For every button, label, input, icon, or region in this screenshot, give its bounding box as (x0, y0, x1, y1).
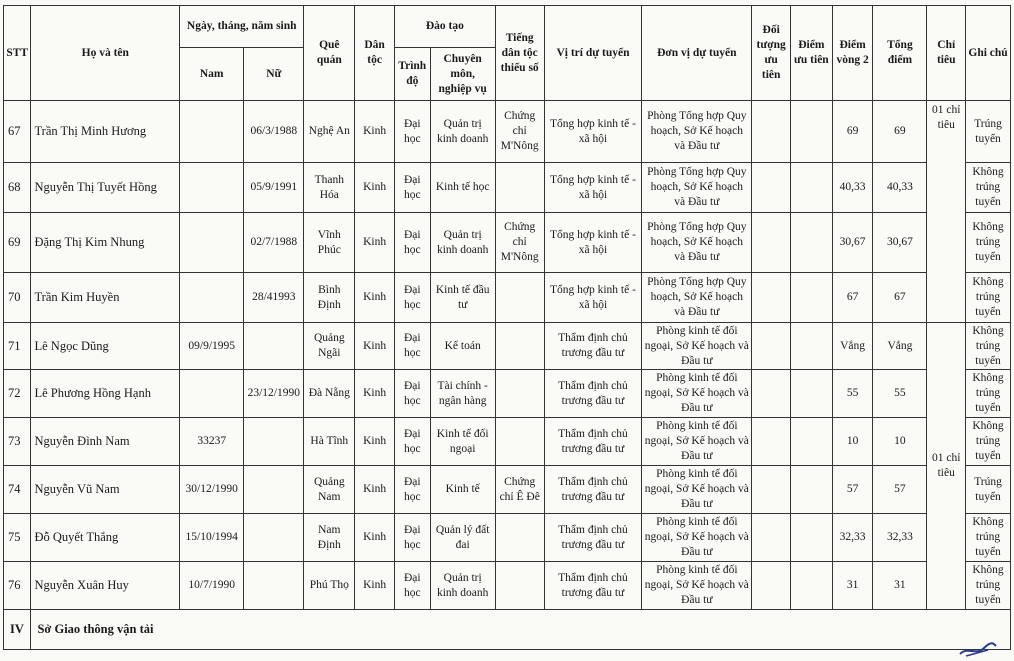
round2-score: 57 (832, 466, 873, 514)
table-row (4, 370, 1011, 418)
minority-language-cert (495, 514, 544, 562)
female-birthdate (244, 323, 304, 370)
specialty: Tài chính - ngân hàng (430, 370, 495, 418)
round2-score: 67 (832, 273, 873, 323)
hometown: Thanh Hóa (304, 163, 355, 213)
minority-language-cert (495, 163, 544, 213)
priority-group (752, 418, 791, 466)
priority-points (790, 101, 832, 163)
candidate-name: Đặng Thị Kim Nhung (31, 213, 180, 273)
applied-position: Thẩm định chủ trương đầu tư (544, 323, 642, 370)
total-score: 67 (873, 273, 927, 323)
education-level: Đại học (394, 562, 430, 610)
candidate-name: Nguyễn Xuân Huy (31, 562, 180, 610)
ethnicity: Kinh (355, 163, 395, 213)
minority-language-cert (495, 273, 544, 323)
result-note: Không trúng tuyển (966, 418, 1011, 466)
hometown: Nghệ An (304, 101, 355, 163)
specialty: Kinh tế (430, 466, 495, 514)
header-birthdate: Ngày, tháng, năm sinh (180, 6, 304, 48)
priority-group (752, 466, 791, 514)
female-birthdate (244, 514, 304, 562)
total-score: 30,67 (873, 213, 927, 273)
row-number: 75 (4, 514, 31, 562)
total-score: Vắng (873, 323, 927, 370)
male-birthdate (180, 370, 244, 418)
priority-points (790, 323, 832, 370)
female-birthdate (244, 418, 304, 466)
priority-group (752, 163, 791, 213)
header-minority-language: Tiếng dân tộc thiểu số (495, 6, 544, 101)
minority-language-cert (495, 418, 544, 466)
female-birthdate: 23/12/1990 (244, 370, 304, 418)
applied-position: Tổng hợp kinh tế - xã hội (544, 101, 642, 163)
round2-score: 30,67 (832, 213, 873, 273)
header-quota: Chỉ tiêu (927, 6, 966, 101)
applied-unit: Phòng kinh tế đối ngoại, Sở Kế hoạch và Đầu tư (642, 514, 752, 562)
row-number: 70 (4, 273, 31, 323)
priority-group (752, 273, 791, 323)
male-birthdate: 30/12/1990 (180, 466, 244, 514)
row-number: 73 (4, 418, 31, 466)
ethnicity: Kinh (355, 213, 395, 273)
candidate-name: Lê Ngọc Dũng (31, 323, 180, 370)
applied-position: Tổng hợp kinh tế - xã hội (544, 213, 642, 273)
minority-language-cert (495, 370, 544, 418)
header-ethnicity: Dân tộc (355, 6, 395, 101)
minority-language-cert: Chứng chỉ Ê Đê (495, 466, 544, 514)
table-row (4, 101, 1011, 163)
hometown: Hà Tĩnh (304, 418, 355, 466)
hometown: Đà Nẵng (304, 370, 355, 418)
male-birthdate (180, 101, 244, 163)
table-row (4, 418, 1011, 466)
table-row (4, 273, 1011, 323)
total-score: 69 (873, 101, 927, 163)
priority-points (790, 514, 832, 562)
round2-score: 40,33 (832, 163, 873, 213)
applied-unit: Phòng kinh tế đối ngoại, Sở Kế hoạch và Đầu tư (642, 323, 752, 370)
priority-group (752, 562, 791, 610)
male-birthdate (180, 273, 244, 323)
total-score: 55 (873, 370, 927, 418)
ethnicity: Kinh (355, 514, 395, 562)
candidate-name: Đỗ Quyết Thắng (31, 514, 180, 562)
table-row (4, 213, 1011, 273)
total-score: 10 (873, 418, 927, 466)
applied-unit: Phòng Tổng hợp Quy hoạch, Sở Kế hoạch và Đầu tư (642, 273, 752, 323)
candidate-name: Trần Kim Huyền (31, 273, 180, 323)
result-note: Không trúng tuyển (966, 562, 1011, 610)
female-birthdate: 05/9/1991 (244, 163, 304, 213)
education-level: Đại học (394, 466, 430, 514)
female-birthdate: 06/3/1988 (244, 101, 304, 163)
priority-points (790, 163, 832, 213)
applied-unit: Phòng Tổng hợp Quy hoạch, Sở Kế hoạch và Đầu tư (642, 213, 752, 273)
result-note: Không trúng tuyển (966, 213, 1011, 273)
header-round2-score: Điểm vòng 2 (832, 6, 873, 101)
header-notes: Ghi chú (966, 6, 1011, 101)
female-birthdate: 02/7/1988 (244, 213, 304, 273)
table-row (4, 466, 1011, 514)
total-score: 32,33 (873, 514, 927, 562)
applied-position: Thẩm định chủ trương đầu tư (544, 418, 642, 466)
male-birthdate (180, 213, 244, 273)
row-number: 76 (4, 562, 31, 610)
ethnicity: Kinh (355, 370, 395, 418)
section-number: IV (4, 610, 31, 650)
applied-unit: Phòng Tổng hợp Quy hoạch, Sở Kế hoạch và Đầu tư (642, 163, 752, 213)
result-note: Trúng tuyển (966, 466, 1011, 514)
signature-mark (958, 640, 998, 658)
priority-points (790, 213, 832, 273)
table-row (4, 323, 1011, 370)
specialty: Kế toán (430, 323, 495, 370)
result-note: Không trúng tuyển (966, 370, 1011, 418)
applied-unit: Phòng kinh tế đối ngoại, Sở Kế hoạch và Đầu tư (642, 418, 752, 466)
result-note: Trúng tuyển (966, 101, 1011, 163)
row-number: 67 (4, 101, 31, 163)
specialty: Quản trị kinh doanh (430, 562, 495, 610)
specialty: Quản trị kinh doanh (430, 101, 495, 163)
priority-group (752, 101, 791, 163)
round2-score: 32,33 (832, 514, 873, 562)
results-table (3, 5, 1011, 650)
applied-unit: Phòng kinh tế đối ngoại, Sở Kế hoạch và Đầu tư (642, 562, 752, 610)
hometown: Vĩnh Phúc (304, 213, 355, 273)
education-level: Đại học (394, 101, 430, 163)
total-score: 57 (873, 466, 927, 514)
row-number: 72 (4, 370, 31, 418)
section-row (4, 610, 1011, 650)
ethnicity: Kinh (355, 466, 395, 514)
header-training: Đào tạo (394, 6, 495, 48)
minority-language-cert (495, 323, 544, 370)
round2-score: 69 (832, 101, 873, 163)
male-birthdate: 33237 (180, 418, 244, 466)
education-level: Đại học (394, 418, 430, 466)
applied-unit: Phòng kinh tế đối ngoại, Sở Kế hoạch và Đầu tư (642, 370, 752, 418)
header-priority-group: Đối tượng ưu tiên (752, 6, 791, 101)
education-level: Đại học (394, 273, 430, 323)
female-birthdate (244, 562, 304, 610)
hometown: Nam Định (304, 514, 355, 562)
priority-group (752, 323, 791, 370)
priority-points (790, 466, 832, 514)
ethnicity: Kinh (355, 418, 395, 466)
hometown: Quảng Ngãi (304, 323, 355, 370)
ethnicity: Kinh (355, 101, 395, 163)
row-number: 68 (4, 163, 31, 213)
male-birthdate: 09/9/1995 (180, 323, 244, 370)
row-number: 71 (4, 323, 31, 370)
male-birthdate: 15/10/1994 (180, 514, 244, 562)
education-level: Đại học (394, 213, 430, 273)
header-specialty: Chuyên môn, nghiệp vụ (430, 48, 495, 101)
applied-unit: Phòng Tổng hợp Quy hoạch, Sở Kế hoạch và Đầu tư (642, 101, 752, 163)
round2-score: 55 (832, 370, 873, 418)
candidate-name: Nguyễn Đình Nam (31, 418, 180, 466)
table-row (4, 562, 1011, 610)
specialty: Quản lý đất đai (430, 514, 495, 562)
hometown: Bình Định (304, 273, 355, 323)
total-score: 40,33 (873, 163, 927, 213)
result-note: Không trúng tuyển (966, 163, 1011, 213)
result-note: Không trúng tuyển (966, 273, 1011, 323)
row-number: 69 (4, 213, 31, 273)
header-total-score: Tổng điểm (873, 6, 927, 101)
candidate-name: Lê Phương Hồng Hạnh (31, 370, 180, 418)
male-birthdate (180, 163, 244, 213)
ethnicity: Kinh (355, 562, 395, 610)
specialty: Quản trị kinh doanh (430, 213, 495, 273)
priority-points (790, 562, 832, 610)
priority-points (790, 273, 832, 323)
education-level: Đại học (394, 323, 430, 370)
header-name: Họ và tên (31, 6, 180, 101)
quota-cell: 01 chỉ tiêu (927, 101, 966, 323)
applied-unit: Phòng kinh tế đối ngoại, Sở Kế hoạch và Đầu tư (642, 466, 752, 514)
table-row (4, 163, 1011, 213)
candidate-name: Nguyễn Vũ Nam (31, 466, 180, 514)
header-hometown: Quê quán (304, 6, 355, 101)
header-male: Nam (180, 48, 244, 101)
minority-language-cert: Chứng chỉ M'Nông (495, 101, 544, 163)
ethnicity: Kinh (355, 273, 395, 323)
header-level: Trình độ (394, 48, 430, 101)
specialty: Kinh tế học (430, 163, 495, 213)
priority-points (790, 370, 832, 418)
row-number: 74 (4, 466, 31, 514)
applied-position: Thẩm định chủ trương đầu tư (544, 466, 642, 514)
section-title: Sở Giao thông vận tải (31, 610, 1011, 650)
applied-position: Thẩm định chủ trương đầu tư (544, 562, 642, 610)
total-score: 31 (873, 562, 927, 610)
hometown: Phú Thọ (304, 562, 355, 610)
female-birthdate: 28/41993 (244, 273, 304, 323)
round2-score: Vắng (832, 323, 873, 370)
header-priority-points: Điểm ưu tiên (790, 6, 832, 101)
priority-group (752, 514, 791, 562)
candidate-name: Trần Thị Minh Hương (31, 101, 180, 163)
priority-points (790, 418, 832, 466)
round2-score: 31 (832, 562, 873, 610)
specialty: Kinh tế đầu tư (430, 273, 495, 323)
header-stt: STT (4, 6, 31, 101)
female-birthdate (244, 466, 304, 514)
male-birthdate: 10/7/1990 (180, 562, 244, 610)
specialty: Kinh tế đối ngoại (430, 418, 495, 466)
education-level: Đại học (394, 370, 430, 418)
header-position: Vị trí dự tuyển (544, 6, 642, 101)
priority-group (752, 213, 791, 273)
priority-group (752, 370, 791, 418)
header-female: Nữ (244, 48, 304, 101)
applied-position: Thẩm định chủ trương đầu tư (544, 514, 642, 562)
applied-position: Tổng hợp kinh tế - xã hội (544, 163, 642, 213)
minority-language-cert (495, 562, 544, 610)
round2-score: 10 (832, 418, 873, 466)
table-row (4, 514, 1011, 562)
education-level: Đại học (394, 514, 430, 562)
result-note: Không trúng tuyển (966, 514, 1011, 562)
hometown: Quảng Nam (304, 466, 355, 514)
education-level: Đại học (394, 163, 430, 213)
ethnicity: Kinh (355, 323, 395, 370)
applied-position: Tổng hợp kinh tế - xã hội (544, 273, 642, 323)
quota-cell: 01 chỉ tiêu (927, 323, 966, 610)
candidate-name: Nguyễn Thị Tuyết Hồng (31, 163, 180, 213)
applied-position: Thẩm định chủ trương đầu tư (544, 370, 642, 418)
minority-language-cert: Chứng chỉ M'Nông (495, 213, 544, 273)
header-unit: Đơn vị dự tuyển (642, 6, 752, 101)
result-note: Không trúng tuyển (966, 323, 1011, 370)
